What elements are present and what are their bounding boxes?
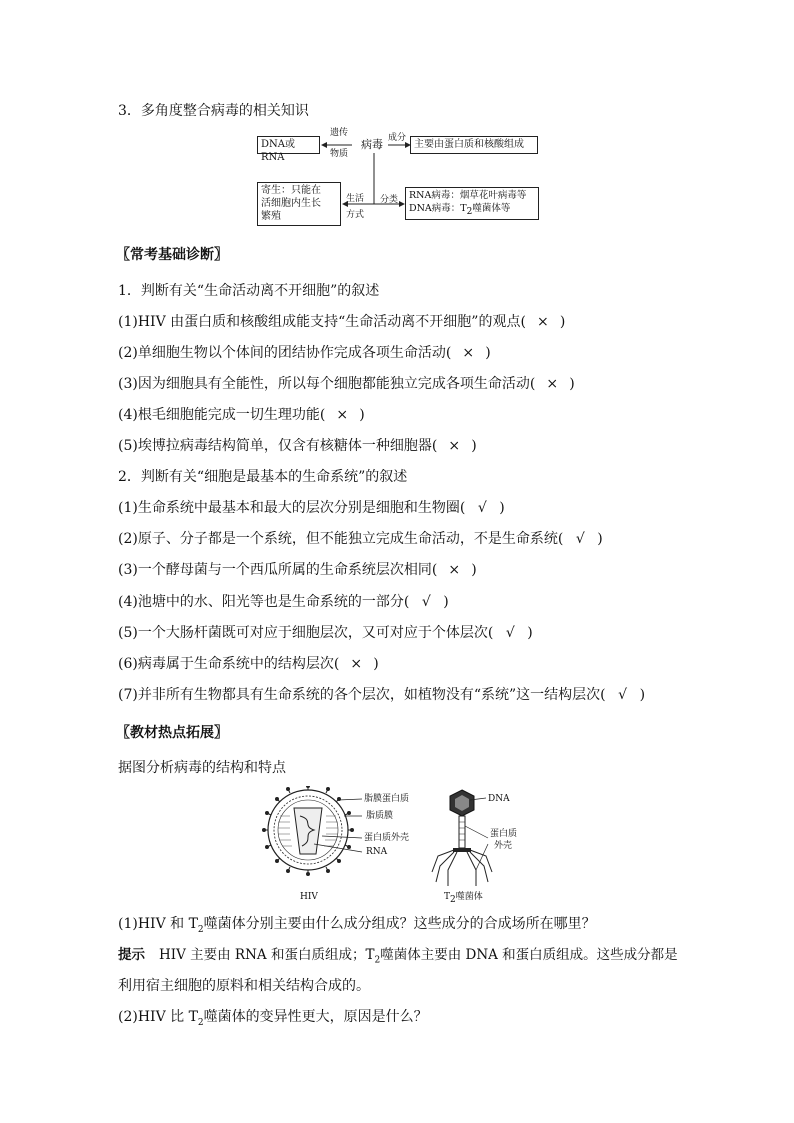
q1-item-text: (4)根毛细胞能完成一切生理功能(	[118, 407, 326, 423]
close-paren: )	[359, 407, 365, 423]
q2-item-text: (5)一个大肠杆菌既可对应于细胞层次，又可对应于个体层次(	[118, 625, 494, 641]
hint-label: 提示	[118, 947, 145, 963]
diagnosis-header: 〖常考基础诊断〗	[116, 247, 228, 263]
expansion-q2-pre: (2)HIV 比 T	[118, 1009, 198, 1025]
classification-box	[405, 187, 539, 220]
hint-sub: 2	[374, 955, 381, 966]
q2-item-text: (1)生命系统中最基本和最大的层次分别是细胞和生物圈(	[118, 500, 466, 516]
expansion-intro: 据图分析病毒的结构和特点	[118, 760, 286, 776]
answer-mark: ×	[537, 314, 549, 330]
hiv-label-lipid-protein: 脂膜蛋白质	[364, 794, 410, 804]
q2-item-4	[118, 592, 449, 612]
answer-mark: ×	[462, 345, 475, 361]
q2-item-text: (6)病毒属于生命系统中的结构层次(	[118, 656, 340, 672]
phage-label-dna: DNA	[488, 794, 510, 804]
answer-mark: √	[618, 687, 628, 703]
answer-mark: ×	[350, 656, 363, 672]
composition-box: 主要由蛋白质和核酸组成	[410, 136, 538, 154]
q1-title: 1．判断有关“生命活动离不开细胞”的叙述	[118, 283, 380, 299]
hint-pre: HIV 主要由 RNA 和蛋白质组成；T	[159, 947, 375, 963]
phage-caption	[444, 892, 483, 906]
expansion-q1-pre: (1)HIV 和 T	[118, 916, 198, 932]
classification-label: 分类	[379, 195, 398, 205]
close-paren: )	[559, 314, 566, 330]
q2-item-text: (4)池塘中的水、阳光等也是生命系统的一部分(	[118, 594, 410, 610]
close-paren: )	[471, 438, 477, 454]
q2-item-text: (3)一个酵母菌与一个西瓜所属的生命系统层次相同(	[118, 562, 438, 578]
expansion-q1-sub: 2	[197, 924, 204, 935]
expansion-q1	[118, 914, 596, 940]
answer-mark: √	[505, 625, 515, 641]
parasitism-line-3: 繁殖	[261, 211, 281, 222]
virus-center-label: 病毒	[361, 138, 383, 151]
q2-item-3	[118, 560, 477, 580]
q1-item-1	[118, 312, 565, 332]
lifestyle-label-1: 生活	[345, 194, 364, 204]
close-paren: )	[527, 625, 533, 641]
parasitism-line-1: 寄生：只能在	[261, 185, 321, 196]
q1-item-text: (3)因为细胞具有全能性，所以每个细胞都能独立完成各项生命活动(	[118, 376, 536, 392]
lifestyle-label-2: 方式	[345, 210, 364, 220]
q2-item-7	[118, 685, 645, 705]
rna-virus-line: RNA病毒：烟草花叶病毒等	[409, 190, 527, 201]
q2-item-1	[118, 498, 505, 518]
hint-line-2: 利用宿主细胞的原料和相关结构合成的。	[118, 978, 370, 994]
genetic-material-box: DNA或RNA	[257, 136, 320, 154]
hiv-drawing	[262, 786, 362, 876]
expansion-q2-post: 噬菌体的变异性更大，原因是什么？	[203, 1009, 428, 1025]
close-paren: )	[373, 656, 379, 672]
q2-item-2	[118, 529, 603, 549]
parasitism-box	[257, 182, 341, 226]
expansion-q2-sub: 2	[197, 1017, 204, 1028]
dna-virus-line	[409, 202, 535, 219]
q2-item-5	[118, 623, 533, 643]
q1-item-5	[118, 436, 477, 456]
close-paren: )	[443, 594, 449, 610]
q1-item-text: (5)埃博拉病毒结构简单，仅含有核糖体一种细胞器(	[118, 438, 438, 454]
close-paren: )	[569, 376, 575, 392]
section-title: 3．多角度整合病毒的相关知识	[118, 103, 309, 119]
expansion-q1-post: 噬菌体分别主要由什么成分组成？这些成分的合成场所在哪里？	[203, 916, 596, 932]
hiv-label-lipid-membrane: 脂质膜	[366, 811, 394, 821]
expansion-q2	[118, 1007, 428, 1033]
dna-virus-post: 噬菌体等	[472, 203, 511, 214]
close-paren: )	[485, 345, 491, 361]
close-paren: )	[471, 562, 477, 578]
hiv-label-rna: RNA	[366, 847, 388, 857]
parasitism-line-2: 活细胞内生长	[261, 198, 321, 209]
q1-item-3	[118, 374, 575, 394]
answer-mark: √	[575, 531, 585, 547]
close-paren: )	[639, 687, 646, 703]
phage-caption-sub: 2	[450, 894, 456, 905]
close-paren: )	[597, 531, 603, 547]
hint-post: 噬菌体主要由 DNA 和蛋白质组成。这些成分都是	[380, 947, 678, 963]
answer-mark: ×	[546, 376, 559, 392]
answer-mark: ×	[448, 438, 461, 454]
genetic-label-1: 遗传	[329, 128, 348, 138]
q1-item-text: (2)单细胞生物以个体间的团结协作完成各项生命活动(	[118, 345, 452, 361]
close-paren: )	[499, 500, 505, 516]
dna-virus-pre: DNA病毒：T	[409, 203, 467, 214]
dna-virus-sub: 2	[466, 206, 473, 217]
answer-mark: ×	[448, 562, 461, 578]
composition-label: 成分	[387, 133, 406, 143]
genetic-label-2: 物质	[329, 149, 348, 159]
q2-item-text: (2)原子、分子都是一个系统，但不能独立完成生命活动，不是生命系统(	[118, 531, 564, 547]
hiv-caption: HIV	[300, 892, 318, 902]
answer-mark: √	[421, 594, 431, 610]
q1-item-4	[118, 405, 365, 425]
hint-line-1	[118, 945, 678, 971]
q2-item-6	[118, 654, 379, 674]
hiv-label-capsid: 蛋白质外壳	[364, 833, 410, 843]
phage-drawing	[432, 790, 492, 886]
answer-mark: ×	[336, 407, 349, 423]
phage-caption-post: 噬菌体	[455, 892, 483, 902]
expansion-header: 〖教材热点拓展〗	[116, 725, 228, 741]
q1-item-text: (1)HIV 由蛋白质和核酸组成能支持“生命活动离不开细胞”的观点(	[118, 314, 526, 330]
q2-title: 2．判断有关“细胞是最基本的生命系统”的叙述	[118, 469, 408, 485]
answer-mark: √	[477, 500, 487, 516]
phage-label-coat: 外壳	[494, 841, 513, 851]
phage-caption-pre: T	[444, 892, 451, 902]
phage-label-protein: 蛋白质	[490, 829, 518, 839]
q1-item-2	[118, 343, 491, 363]
q2-item-text: (7)并非所有生物都具有生命系统的各个层次，如植物没有“系统”这一结构层次(	[118, 687, 606, 703]
